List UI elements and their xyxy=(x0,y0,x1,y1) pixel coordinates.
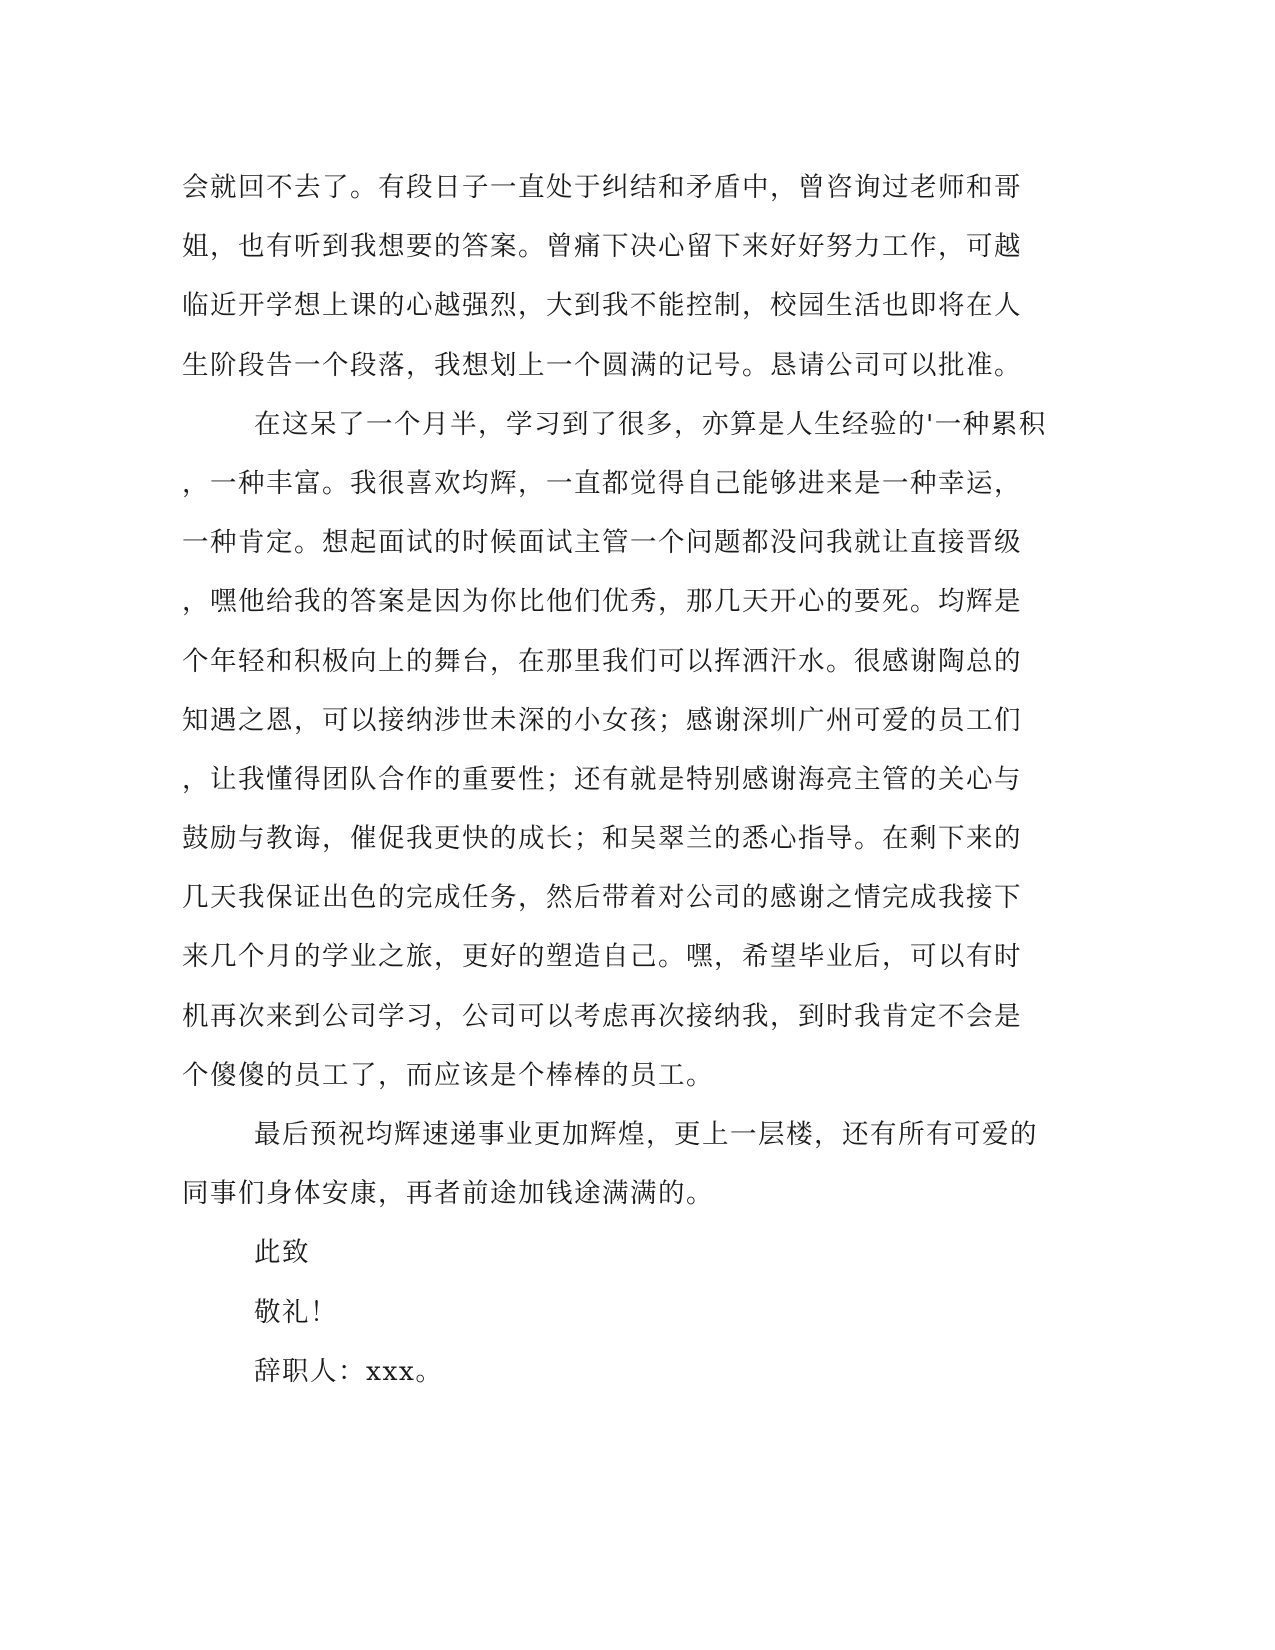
text-line: 生阶段告一个段落，我想划上一个圆满的记号。恳请公司可以批准。 xyxy=(182,349,1022,381)
text-line: ，让我懂得团队合作的重要性；还有就是特别感谢海亮主管的关心与 xyxy=(182,763,1022,795)
text-line: 个傻傻的员工了，而应该是个棒棒的员工。 xyxy=(182,1059,714,1091)
closing-salutation: 此致 xyxy=(254,1237,310,1269)
text-line: 会就回不去了。有段日子一直处于纠结和矛盾中，曾咨询过老师和哥 xyxy=(182,172,1022,203)
text-line: 一种肯定。想起面试的时候面试主管一个问题都没问我就让直接晋级 xyxy=(182,527,1022,559)
text-line: 机再次来到公司学习，公司可以考虑再次接纳我，到时我肯定不会是 xyxy=(182,1000,1022,1032)
text-line: 临近开学想上课的心越强烈，大到我不能控制，校园生活也即将在人 xyxy=(182,290,1022,322)
text-line: 知遇之恩，可以接纳涉世未深的小女孩；感谢深圳广州可爱的员工们 xyxy=(182,704,1022,736)
paragraph-start-line: 在这呆了一个月半，学习到了很多，亦算是人生经验的'一种累积 xyxy=(254,408,1047,440)
text-line: 同事们身体安康，再者前途加钱途满满的。 xyxy=(182,1178,714,1210)
text-line: 来几个月的学业之旅，更好的塑造自己。嘿，希望毕业后，可以有时 xyxy=(182,941,1022,973)
text-line: 鼓励与教诲，催促我更快的成长；和吴翠兰的悉心指导。在剩下来的 xyxy=(182,823,1022,855)
text-line: 几天我保证出色的完成任务，然后带着对公司的感谢之情完成我接下 xyxy=(182,882,1022,914)
closing-regards: 敬礼！ xyxy=(254,1296,338,1328)
letter-body xyxy=(182,158,1047,1401)
text-line: 姐，也有听到我想要的答案。曾痛下决心留下来好好努力工作，可越 xyxy=(182,231,1022,263)
paragraph-start-line: 最后预祝均辉速递事业更加辉煌，更上一层楼，还有所有可爱的 xyxy=(254,1119,1038,1150)
text-line: 个年轻和积极向上的舞台，在那里我们可以挥洒汗水。很感谢陶总的 xyxy=(182,645,1022,677)
text-line: ，嘿他给我的答案是因为你比他们优秀，那几天开心的要死。均辉是 xyxy=(182,586,1022,618)
signature-line: 辞职人：xxx。 xyxy=(254,1355,444,1387)
text-line: ，一种丰富。我很喜欢均辉，一直都觉得自己能够进来是一种幸运， xyxy=(182,467,1022,499)
